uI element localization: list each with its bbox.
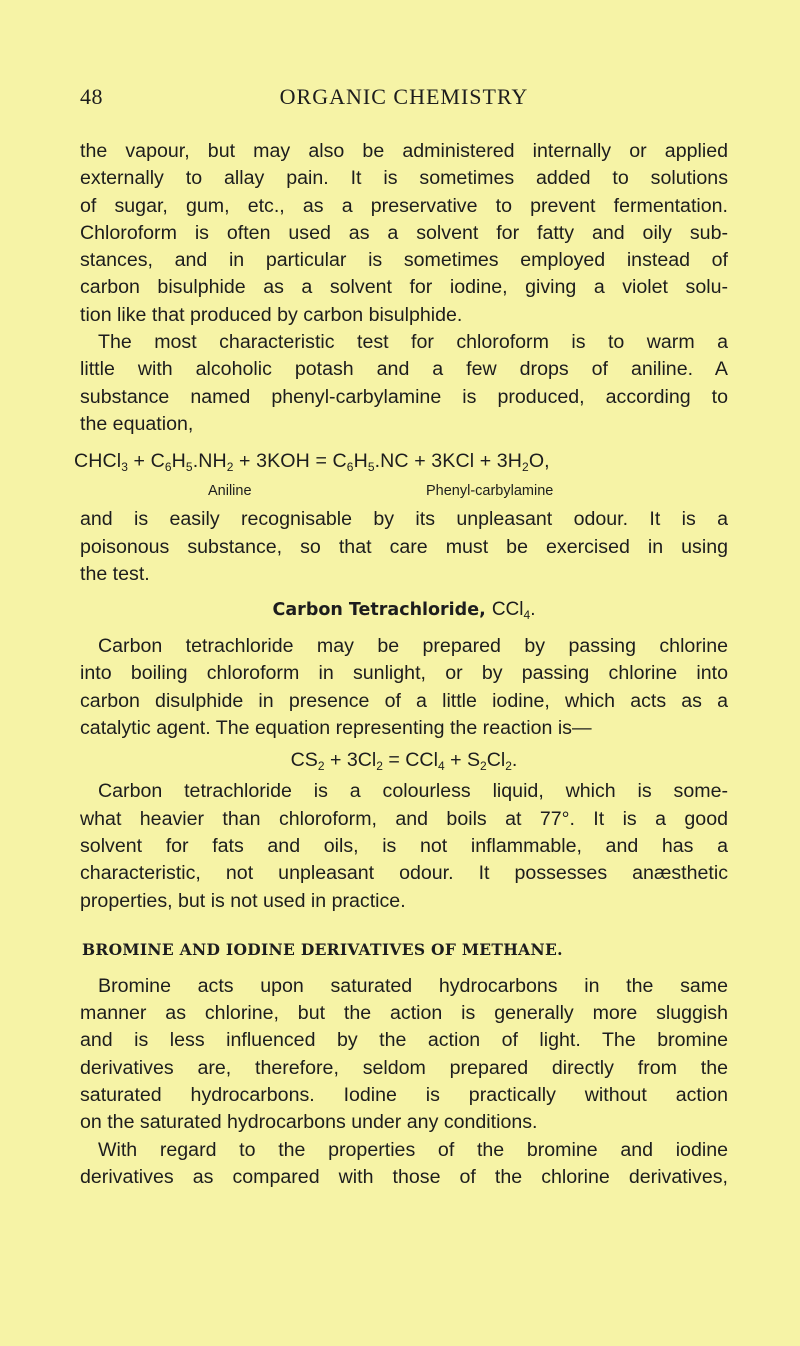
- text-line: derivatives are, therefore, seldom prepared directly from the: [80, 1056, 728, 1079]
- eq-sub: 2: [522, 460, 529, 475]
- label-aniline: Aniline: [208, 483, 252, 500]
- eq-part: = CCl: [382, 749, 438, 772]
- heading-formula: [491, 599, 536, 623]
- text-line: externally to allay pain. It is sometimes added to solutions: [80, 167, 728, 190]
- text-line: With regard to the properties of the bromine and iodine: [98, 1138, 728, 1161]
- eq-part: CHCl: [74, 450, 122, 473]
- text-line: solvent for fats and oils, is not inflammable, and has a: [80, 834, 728, 857]
- page-body: [74, 138, 728, 1191]
- paragraph-vapour: [80, 138, 728, 329]
- text-line: substance named phenyl-carbylamine is produced, according to: [80, 385, 728, 408]
- page-number: 48: [80, 84, 103, 109]
- eq-sub: 2: [376, 759, 383, 774]
- text-line: Carbon tetrachloride may be prepared by passing chlorine: [98, 635, 728, 658]
- paragraph-odour: [80, 506, 728, 588]
- paragraph-properties: [80, 778, 728, 914]
- text-line: Carbon tetrachloride is a colourless liquid, which is some-: [98, 780, 728, 803]
- text-line: The most characteristic test for chloroform is to warm a: [98, 331, 728, 354]
- text-line: properties, but is not used in practice.: [80, 889, 406, 912]
- eq-sub: 2: [480, 759, 487, 774]
- text-line: what heavier than chloroform, and boils at 77°. It is a good: [80, 807, 728, 830]
- text-line: into boiling chloroform in sunlight, or by passing chlorine into: [80, 662, 728, 685]
- paragraph-regard: [80, 1137, 728, 1192]
- text-line: manner as chlorine, but the action is generally more sluggish: [80, 1002, 728, 1025]
- eq-part: + C: [127, 450, 165, 473]
- eq-sub: 2: [226, 460, 234, 475]
- text-line: derivatives as compared with those of the chlorine derivatives,: [80, 1165, 728, 1188]
- section-heading-carbon-tetrachloride: [80, 596, 728, 623]
- eq-sub: 4: [437, 759, 445, 774]
- formula-sub: 4: [523, 608, 531, 623]
- text-line: saturated hydrocarbons. Iodine is practically without action: [80, 1084, 728, 1107]
- text-line: characteristic, not unpleasant odour. It possesses anæsthetic: [80, 862, 728, 885]
- equation-line: [74, 448, 728, 478]
- heading-text: Carbon Tetrachloride,: [272, 600, 486, 621]
- eq-part: + 3Cl: [324, 749, 377, 772]
- label-phenyl-carbylamine: Phenyl-carbylamine: [426, 483, 554, 500]
- eq-part: Cl: [486, 749, 506, 772]
- text-line: the equation,: [80, 412, 194, 435]
- eq-sub: 5: [185, 460, 193, 475]
- paragraph-bromine: [80, 973, 728, 1137]
- eq-part: .: [511, 749, 518, 772]
- eq-part: H: [353, 450, 368, 473]
- text-line: and is easily recognisable by its unpleasant odour. It is a: [80, 508, 728, 531]
- section-heading-bromine-iodine: BROMINE AND IODINE DERIVATIVES OF METHANE.: [82, 939, 563, 959]
- eq-part: + 3KOH = C: [233, 450, 347, 473]
- text-line: carbon disulphide in presence of a little iodine, which acts as a: [80, 689, 728, 712]
- text-line: the test.: [80, 562, 150, 585]
- text-line: stances, and in particular is sometimes employed instead of: [80, 249, 728, 272]
- equation-ccl4: [80, 742, 728, 778]
- paragraph-test: [80, 329, 728, 438]
- eq-part: + S: [444, 749, 481, 772]
- eq-part: CS: [290, 749, 318, 772]
- eq-part: .NH: [192, 450, 227, 473]
- eq-sub: 2: [317, 759, 325, 774]
- text-line: the vapour, but may also be administered internally or applied: [80, 140, 728, 162]
- text-line: tion like that produced by carbon bisulphide.: [80, 303, 463, 326]
- eq-sub: 2: [505, 759, 512, 774]
- eq-sub: 3: [121, 460, 128, 475]
- text-line: Chloroform is often used as a solvent for fatty and oily sub-: [80, 221, 728, 244]
- formula-text: CCl: [491, 599, 524, 621]
- eq-sub: 6: [164, 460, 172, 475]
- text-line: Bromine acts upon saturated hydrocarbons in the same: [98, 974, 728, 997]
- paragraph-preparation: [80, 633, 728, 742]
- eq-part: H: [171, 450, 186, 473]
- formula-end: .: [530, 599, 536, 621]
- text-line: on the saturated hydrocarbons under any conditions.: [80, 1111, 538, 1134]
- text-line: little with alcoholic potash and a few drops of aniline. A: [80, 358, 728, 381]
- eq-part: .NC + 3KCl + 3H: [374, 450, 523, 473]
- text-line: carbon bisulphide as a solvent for iodine, giving a violet solu-: [80, 276, 728, 299]
- eq-sub: 5: [367, 460, 375, 475]
- text-line: catalytic agent. The equation representing the reaction is—: [80, 717, 592, 740]
- equation-carbylamine: [74, 448, 728, 500]
- text-line: poisonous substance, so that care must be exercised in using: [80, 535, 728, 558]
- eq-sub: 6: [346, 460, 354, 475]
- page-header: [80, 84, 728, 114]
- running-head: ORGANIC CHEMISTRY: [279, 84, 529, 109]
- text-line: of sugar, gum, etc., as a preservative to prevent fermentation.: [80, 194, 728, 217]
- equation-labels: [74, 478, 728, 500]
- text-line: and is less influenced by the action of light. The bromine: [80, 1029, 728, 1052]
- eq-part: O,: [528, 450, 550, 473]
